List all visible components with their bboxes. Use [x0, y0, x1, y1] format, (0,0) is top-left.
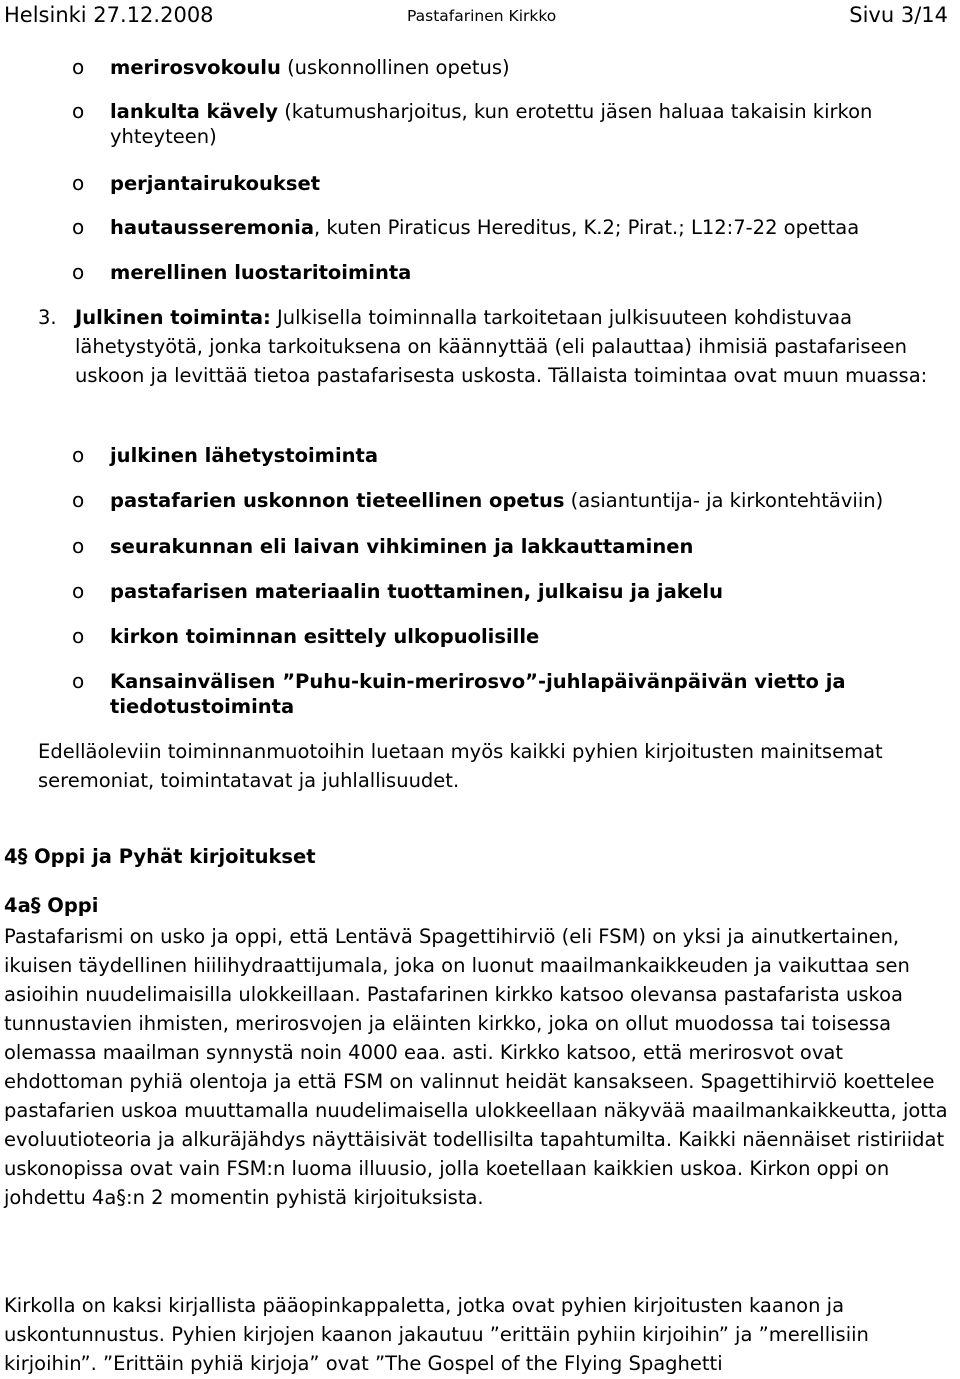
bullet-icon: o: [72, 55, 85, 79]
list-item: [72, 99, 930, 149]
bullet-icon: o: [72, 171, 85, 195]
bullet-icon: o: [72, 443, 85, 467]
list-item-term: Kansainvälisen ”Puhu-kuin-merirosvo”-juhlapäivänpäivän vietto ja tiedotustoiminta: [110, 670, 846, 718]
list-item-detail: (asiantuntija- ja kirkontehtäviin): [564, 489, 884, 512]
list-item-term: pastafarien uskonnon tieteellinen opetus: [110, 489, 565, 512]
list-item: [72, 443, 930, 468]
list-item-term: lankulta kävely: [110, 100, 278, 123]
list-item-detail: (uskonnollinen opetus): [280, 56, 510, 79]
bullet-icon: o: [72, 260, 85, 284]
bullet-icon: o: [72, 488, 85, 512]
paragraph-text: Julkisella toiminnalla tarkoitetaan julkisuuteen kohdistuvaa lähetystyötä, jonka tarkoituksena on käännyttää (eli palauttaa) ihmisiä pastafariseen uskoon ja levittää tietoa pastafarisesta uskosta. Tällaista toimintaa ovat muun muassa:: [75, 306, 928, 387]
canon-paragraph: Kirkolla on kaksi kirjallista pääopinkappaletta, jotka ovat pyhien kirjoitusten kaanon ja uskontunnustus. Pyhien kirjojen kaanon jakautuu ”erittäin pyhiin kirjoihin” ja ”merellisiin kirjoihin”. ”Erittäin pyhiä kirjoja” ovat ”The Gospel of the Flying Spaghetti: [4, 1294, 869, 1375]
list-item-term: hautausseremonia: [110, 216, 315, 239]
list-item: [72, 171, 930, 196]
list-item-detail: , kuten Piraticus Hereditus, K.2; Pirat.; L12:7-22 opettaa: [314, 216, 860, 239]
bullet-icon: o: [72, 579, 85, 603]
list-item: [72, 488, 930, 513]
list-item-term: merirosvokoulu: [110, 56, 281, 79]
list-item-detail: (katumusharjoitus, kun erotettu jäsen haluaa takaisin kirkon yhteyteen): [110, 100, 873, 148]
list-item: [72, 669, 930, 719]
paragraph-heading: Julkinen toiminta:: [75, 306, 271, 329]
bullet-icon: o: [72, 99, 85, 123]
list-item: [72, 624, 930, 649]
closing-paragraph: Edelläoleviin toiminnanmuotoihin luetaan myös kaikki pyhien kirjoitusten mainitsemat seremoniat, toimintatavat ja juhlallisuudet.: [38, 740, 883, 792]
bullet-icon: o: [72, 215, 85, 239]
header-page-number: Sivu 3/14: [849, 3, 948, 27]
list-item-term: seurakunnan eli laivan vihkiminen ja lakkauttaminen: [110, 535, 694, 558]
list-item-term: pastafarisen materiaalin tuottaminen, julkaisu ja jakelu: [110, 580, 723, 603]
list-item: [72, 215, 930, 240]
list-item-term: perjantairukoukset: [110, 172, 321, 195]
bullet-icon: o: [72, 624, 85, 648]
list-item-term: kirkon toiminnan esittely ulkopuolisille: [110, 625, 540, 648]
list-item-term: julkinen lähetystoiminta: [110, 444, 379, 467]
subsection-title: 4a§ Oppi: [4, 894, 99, 917]
list-item: [72, 55, 930, 80]
header-organization: Pastafarinen Kirkko: [407, 7, 557, 25]
numbered-paragraph: [38, 303, 936, 390]
section-title: 4§ Oppi ja Pyhät kirjoitukset: [4, 845, 316, 868]
bullet-icon: o: [72, 534, 85, 558]
paragraph-number: 3.: [38, 306, 57, 329]
header-location-date: Helsinki 27.12.2008: [4, 3, 214, 27]
list-item: [72, 579, 930, 604]
page-header: [4, 3, 948, 29]
list-item: [72, 260, 930, 285]
bullet-icon: o: [72, 669, 85, 693]
doctrine-paragraph: Pastafarismi on usko ja oppi, että Lentävä Spagettihirviö (eli FSM) on yksi ja ainutkertainen, ikuisen täydellinen hiilihydraattijumala, joka on luonut maailmankaikkeuden ja vaikuttaa sen asioihin nuudelimaisilla ulokkeillaan. Pastafarinen kirkko katsoo olevansa pastafarista uskoa tunnustavien ihmisten, merirosvojen ja eläinten kirkko, joka on ollut muodossa tai toisessa olemassa maailman synnystä noin 4000 eaa. asti. Kirkko katsoo, että merirosvot ovat ehdottoman pyhiä olentoja ja että FSM on valinnut heidät kansakseen. Spagettihirviö koettelee pastafarien uskoa muuttamalla nuudelimaisella ulokkeellaan näkyvää maailmankaikkeutta, jotta evoluutioteoria ja alkuräjähdys näyttäisivät todellisilta tapahtumilta. Kaikki näennäiset ristiriidat uskonopissa ovat vain FSM:n luoma illuusio, jolla koetellaan kaikkien uskoa. Kirkon oppi on johdettu 4a§:n 2 momentin pyhistä kirjoituksista.: [4, 925, 948, 1209]
list-item-term: merellinen luostaritoiminta: [110, 261, 412, 284]
list-item: [72, 534, 930, 559]
